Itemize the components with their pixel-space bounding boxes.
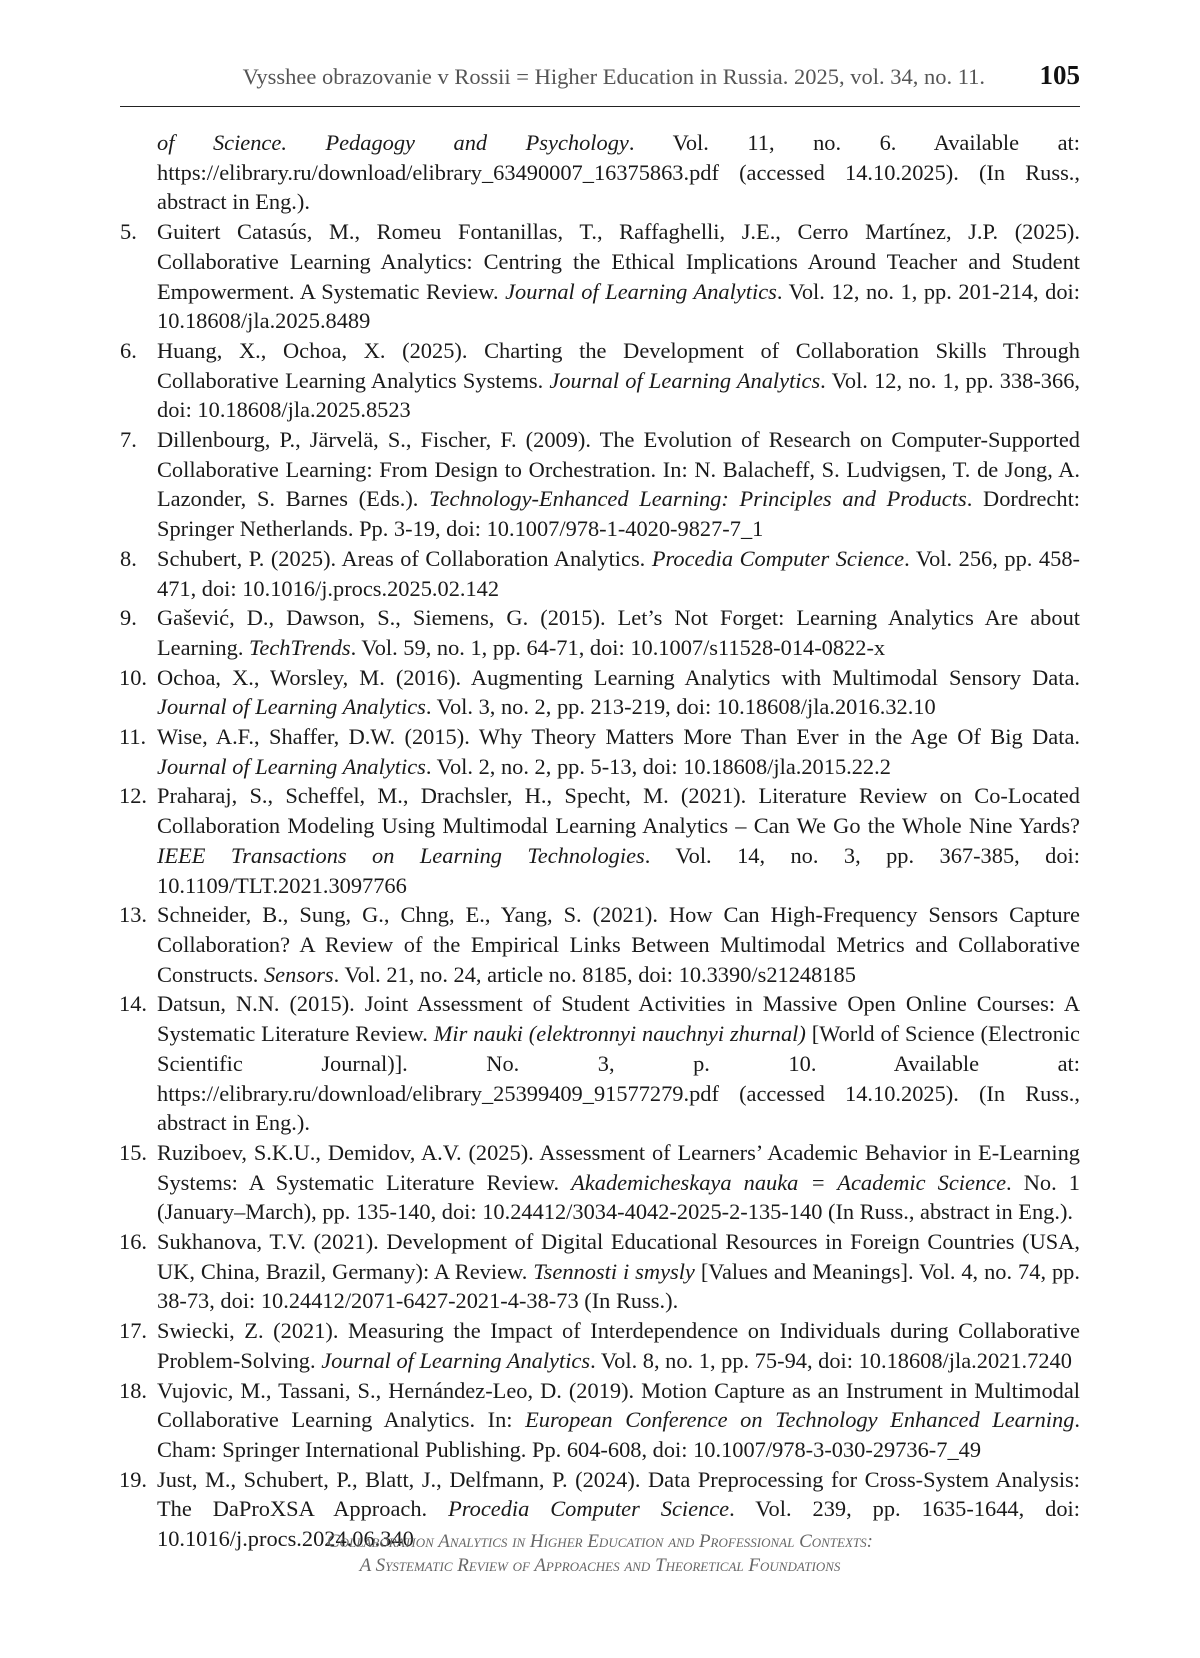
reference-text	[157, 991, 1080, 1135]
reference-item	[120, 781, 1080, 900]
reference-text	[157, 427, 1080, 541]
reference-source-title: Journal of Learning Analytics	[157, 694, 426, 720]
reference-source-title: Journal of Learning Analytics	[505, 278, 777, 304]
reference-text-segment: Swiecki, Z. (2021). Measuring the Impact of Interdependence on Individuals during Collaborative Problem-Solving.	[157, 1318, 1080, 1373]
reference-item	[120, 1227, 1080, 1316]
reference-text-segment: . Vol. 12, no. 1, pp. 201-214, doi: 10.18608/jla.2025.8489	[157, 278, 1080, 334]
reference-text-segment: Dillenbourg, P., Järvelä, S., Fischer, F. (2009). The Evolution of Research on Computer-Supported Collaborative Learning: From Design to Orchestration. In: N. Balacheff, S. Ludvigsen, T. de Jong, A. Lazonder, S. Barnes (Eds.).	[157, 427, 1080, 512]
reference-item	[120, 722, 1080, 781]
reference-source-title: Procedia Computer Science	[448, 1496, 730, 1522]
reference-text	[157, 1229, 1080, 1313]
reference-item	[120, 1138, 1080, 1227]
reference-text	[157, 130, 1080, 214]
journal-citation: Vysshee obrazovanie v Rossii = Higher Education in Russia. 2025, vol. 34, no. 11.	[242, 64, 985, 89]
reference-source-title: Akademicheskaya nauka = Academic Science	[571, 1169, 1007, 1195]
reference-item	[120, 425, 1080, 544]
reference-source-title: of Science. Pedagogy and Psychology	[157, 130, 629, 155]
reference-text-segment: . Vol. 3, no. 2, pp. 213-219, doi: 10.18608/jla.2016.32.10	[425, 694, 936, 720]
reference-number: 16.	[119, 1229, 147, 1255]
reference-text-segment: . Vol. 59, no. 1, pp. 64-71, doi: 10.1007/s11528-014-0822-x	[350, 634, 886, 660]
reference-text-segment: . Vol. 239, pp. 1635-1644, doi: 10.1016/j.procs.2024.06.340	[157, 1496, 1080, 1552]
reference-number: 11.	[119, 724, 147, 750]
reference-source-title: Mir nauki (elektronnyi nauchnyi zhurnal)	[433, 1021, 806, 1047]
reference-source-title: Journal of Learning Analytics	[157, 753, 426, 779]
reference-number: 13.	[119, 902, 147, 928]
reference-text	[157, 219, 1080, 333]
footer-title-line-2: A Systematic Review of Approaches and Theoretical Foundations	[359, 1555, 841, 1576]
reference-text-segment: . Cham: Springer International Publishing. Pp. 604-608, doi: 10.1007/978-3-030-29736-7_49	[157, 1407, 1080, 1462]
reference-source-title: Journal of Learning Analytics	[321, 1347, 591, 1373]
reference-text-segment: Schneider, B., Sung, G., Chng, E., Yang, S. (2021). How Can High-Frequency Sensors Capture Collaboration? A Review of the Empirical Links Between Multimodal Metrics and Collaborative Constructs.	[157, 902, 1080, 987]
reference-text	[157, 902, 1080, 986]
reference-item	[120, 217, 1080, 336]
reference-item	[120, 544, 1080, 603]
reference-number: 12.	[119, 783, 147, 809]
reference-text-segment: Schubert, P. (2025). Areas of Collaboration Analytics.	[157, 545, 652, 571]
reference-item	[120, 1376, 1080, 1465]
reference-number: 19.	[119, 1466, 147, 1492]
running-header	[120, 62, 1080, 107]
reference-text	[157, 665, 1080, 720]
reference-source-title: IEEE Transactions on Learning Technologies	[157, 842, 645, 868]
reference-source-title: TechTrends	[249, 634, 351, 660]
reference-item	[120, 336, 1080, 425]
reference-number: 10.	[119, 664, 147, 690]
reference-text-segment: Ochoa, X., Worsley, M. (2016). Augmenting Learning Analytics with Multimodal Sensory Data.	[157, 664, 1080, 690]
reference-text-segment: . Vol. 12, no. 1, pp. 338-366, doi: 10.18608/jla.2025.8523	[157, 367, 1080, 423]
reference-text-segment: Huang, X., Ochoa, X. (2025). Charting the Development of Collaboration Skills Through Collaborative Learning Analytics Systems.	[157, 337, 1080, 393]
reference-text-segment: . Vol. 8, no. 1, pp. 75-94, doi: 10.18608/jla.2021.7240	[590, 1347, 1072, 1373]
reference-item	[120, 603, 1080, 662]
reference-number: 18.	[119, 1377, 147, 1403]
reference-text-segment: Vujovic, M., Tassani, S., Hernández-Leo, D. (2019). Motion Capture as an Instrument in Multimodal Collaborative Learning Analytics. In:	[157, 1377, 1080, 1433]
reference-text-segment: . Vol. 14, no. 3, pp. 367-385, doi: 10.1109/TLT.2021.3097766	[157, 842, 1080, 898]
reference-text-segment: Guitert Catasús, M., Romeu Fontanillas, T., Raffaghelli, J.E., Cerro Martínez, J.P. (2025). Collaborative Learning Analytics: Centring the Ethical Implications Around Teacher and Student Empowerment. A Systematic Review.	[157, 219, 1080, 304]
reference-source-title: Tsennosti i smysly	[533, 1258, 695, 1284]
reference-text-segment: Sukhanova, T.V. (2021). Development of Digital Educational Resources in Foreign Countries (USA, UK, China, Brazil, Germany): A Review.	[157, 1229, 1080, 1284]
reference-text-segment: Just, M., Schubert, P., Blatt, J., Delfmann, P. (2024). Data Preprocessing for Cross-System Analysis: The DaProXSA Approach.	[157, 1466, 1080, 1522]
reference-item	[120, 989, 1080, 1138]
footer-title-line-1: Collaboration Analytics in Higher Education and Professional Contexts:	[327, 1531, 873, 1552]
reference-number: 17.	[119, 1318, 147, 1344]
reference-source-title: Sensors	[263, 961, 334, 987]
reference-text-segment: Datsun, N.N. (2015). Joint Assessment of Student Activities in Massive Open Online Courses: A Systematic Literature Review.	[157, 991, 1080, 1047]
reference-text	[157, 338, 1080, 422]
page-number: 105	[1039, 60, 1080, 90]
reference-number: 7.	[120, 427, 137, 453]
reference-text	[157, 605, 1080, 660]
reference-text	[157, 783, 1080, 897]
reference-text-segment: Ruziboev, S.K.U., Demidov, A.V. (2025). Assessment of Learners’ Academic Behavior in E-Learning Systems: A Systematic Literature Review.	[157, 1139, 1080, 1195]
reference-text-segment: . No. 1 (January–March), pp. 135-140, doi: 10.24412/3034-4042-2025-2-135-140 (In Russ., abstract in Eng.).	[157, 1169, 1080, 1225]
reference-text-segment: [World of Science (Electronic Scientific Journal)]. No. 3, p. 10. Available at: https://elibrary.ru/download/elibrary_25399409_91577279.pdf (accessed 14.10.2025). (In Russ., abstract in Eng.).	[157, 1021, 1080, 1136]
reference-item	[120, 900, 1080, 989]
reference-source-title: Journal of Learning Analytics	[549, 367, 821, 393]
reference-text-segment: Gašević, D., Dawson, S., Siemens, G. (2015). Let’s Not Forget: Learning Analytics Are about Learning.	[157, 605, 1080, 660]
reference-number: 6.	[120, 337, 137, 363]
reference-text-segment: Praharaj, S., Scheffel, M., Drachsler, H., Specht, M. (2021). Literature Review on Co-Located Collaboration Modeling Using Multimodal Learning Analytics – Can We Go the Whole Nine Yards?	[157, 783, 1080, 839]
reference-text-segment: [Values and Meanings]. Vol. 4, no. 74, pp. 38-73, doi: 10.24412/2071-6427-2021-4-38-73 (In Russ.).	[157, 1258, 1080, 1314]
reference-source-title: European Conference on Technology Enhanced Learning	[525, 1407, 1075, 1433]
reference-text-segment: . Dordrecht: Springer Netherlands. Pp. 3-19, doi: 10.1007/978-1-4020-9827-7_1	[157, 486, 1081, 542]
reference-source-title: Procedia Computer Science	[651, 545, 905, 571]
reference-text	[157, 1378, 1080, 1462]
reference-number: 8.	[120, 545, 137, 571]
reference-number: 14.	[119, 991, 147, 1017]
running-footer	[0, 1530, 1200, 1578]
reference-text	[157, 546, 1080, 601]
reference-text	[157, 1140, 1080, 1224]
reference-text-segment: . Vol. 11, no. 6. Available at: https://elibrary.ru/download/elibrary_63490007_16375863.pdf (accessed 14.10.2025). (In Russ., abstract in Eng.).	[157, 130, 1080, 215]
reference-number: 5.	[120, 219, 137, 245]
reference-item	[120, 1316, 1080, 1375]
reference-text-segment: Wise, A.F., Shaffer, D.W. (2015). Why Theory Matters More Than Ever in the Age Of Big Data.	[157, 724, 1080, 750]
reference-text	[157, 1318, 1080, 1373]
reference-text-segment: . Vol. 2, no. 2, pp. 5-13, doi: 10.18608/jla.2015.22.2	[425, 753, 891, 779]
reference-item	[120, 128, 1080, 217]
reference-item	[120, 663, 1080, 722]
reference-number: 15.	[119, 1139, 147, 1165]
reference-text	[157, 724, 1080, 779]
reference-text-segment: . Vol. 256, pp. 458-471, doi: 10.1016/j.procs.2025.02.142	[157, 545, 1080, 601]
reference-text-segment: . Vol. 21, no. 24, article no. 8185, doi: 10.3390/s21248185	[333, 961, 856, 987]
reference-list	[120, 128, 1080, 1554]
reference-number: 9.	[120, 605, 137, 631]
reference-source-title: Technology-Enhanced Learning: Principles and Products	[429, 486, 967, 512]
